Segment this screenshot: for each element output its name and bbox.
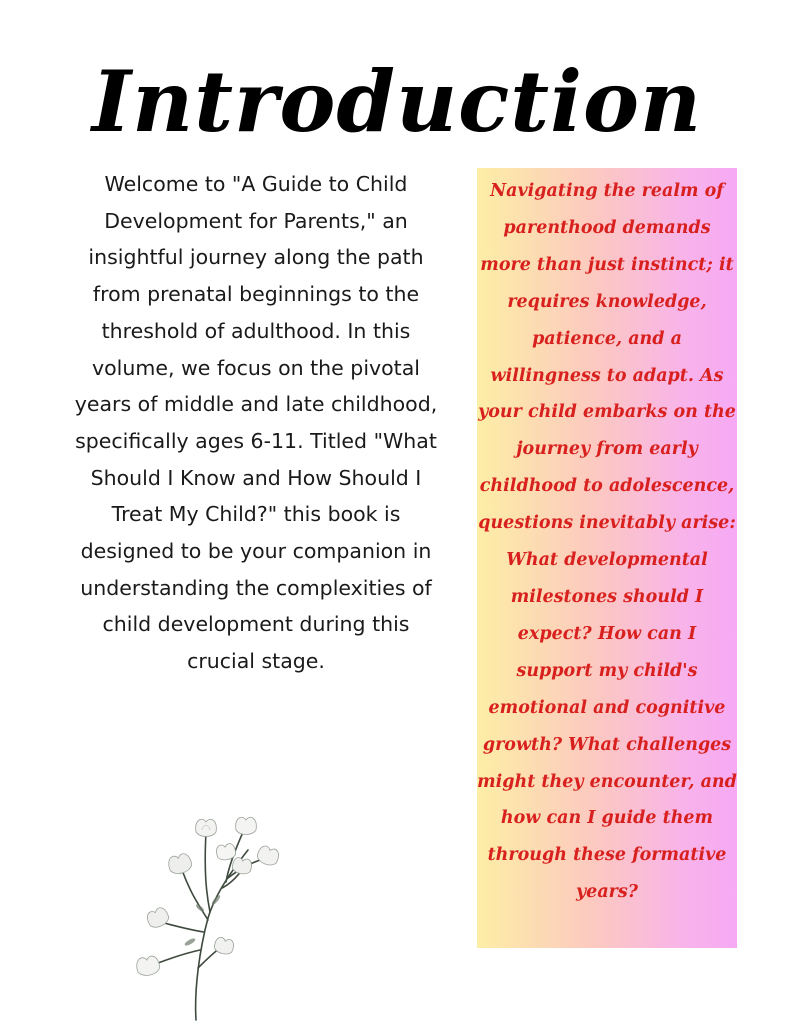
white-flower-sprig-icon <box>130 808 290 1023</box>
intro-paragraph: Welcome to "A Guide to Child Development for Parents," an insightful journey along the path from prenatal beginnings to the threshold of adulthood. In this volume, we focus on the pivotal years of middle and late childhood, specifically ages 6-11. Titled "What Should I Know and How Should I Treat My Child?" this book is designed to be your companion in understanding the complexities of child development during this crucial stage. <box>74 172 438 674</box>
flower-blossom <box>255 844 280 867</box>
flower-blossom <box>215 843 236 862</box>
flower-stem <box>160 922 204 932</box>
callout-text: Navigating the realm of parenthood demands more than just instinct; it requires knowledge, patience, and a willingness to adapt. As your child embarks on the journey from early childhood to adolescence, questions inevitably arise: What developmental milestones should I expect? How can I support my child's emotional and cognitive growth? What challenges might they encounter, and how can I guide them through these formative years? <box>477 181 737 903</box>
flower-main-stem <box>196 850 248 1020</box>
page-title: Introduction <box>91 52 703 151</box>
flower-leaf <box>211 894 222 906</box>
flower-blossom <box>213 936 235 956</box>
flower-blossom <box>196 819 217 836</box>
flower-blossom <box>236 817 257 834</box>
callout-box <box>477 168 737 948</box>
flower-blossom <box>167 852 194 876</box>
flower-blossom <box>135 955 160 977</box>
flower-blossom <box>145 906 171 930</box>
flower-stem <box>182 870 208 920</box>
flower-leaf <box>195 903 205 912</box>
flower-leaf <box>184 937 197 947</box>
flower-stem <box>205 832 210 912</box>
